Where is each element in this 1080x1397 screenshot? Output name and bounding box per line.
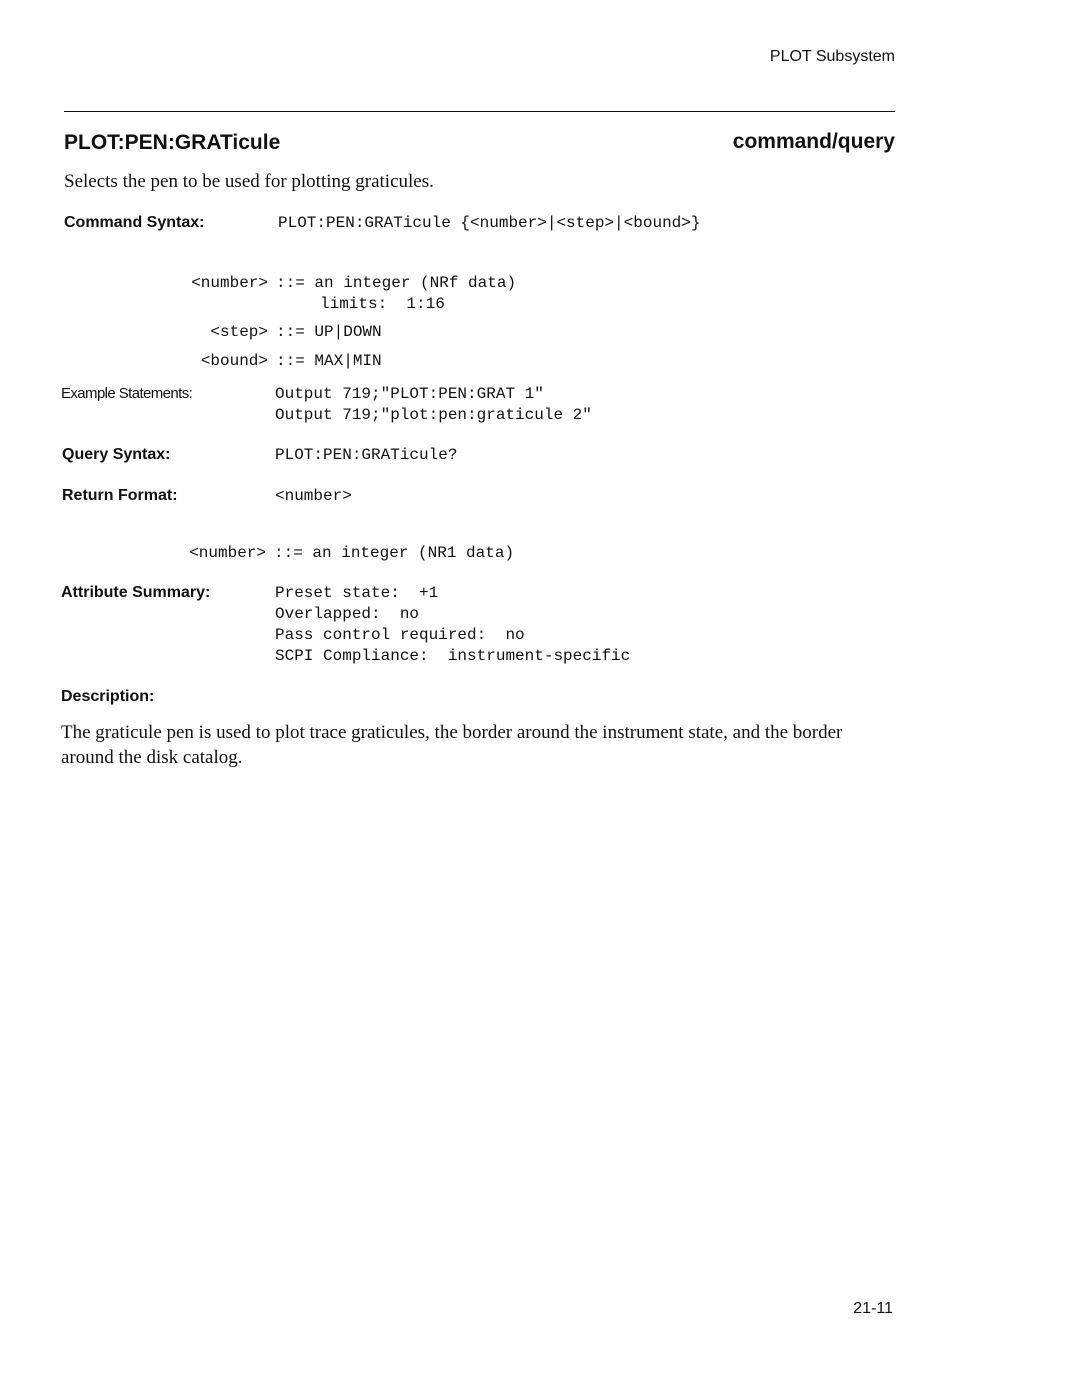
command-title: PLOT:PEN:GRATicule xyxy=(64,131,281,154)
definition-term: <number> xyxy=(189,544,266,562)
return-format-label: Return Format: xyxy=(62,487,178,504)
command-type: command/query xyxy=(732,130,895,153)
definition-term: <number> xyxy=(191,274,268,292)
page-number: 21-11 xyxy=(853,1300,893,1317)
example-statement: Output 719;"plot:pen:graticule 2" xyxy=(275,406,592,424)
running-head: PLOT Subsystem xyxy=(769,48,895,65)
attribute-line: SCPI Compliance: instrument-specific xyxy=(275,647,631,665)
lead-sentence: Selects the pen to be used for plotting graticules. xyxy=(64,171,434,192)
command-syntax-label: Command Syntax: xyxy=(64,214,205,231)
definition-text: limits: 1:16 xyxy=(320,295,445,313)
definition-term: <step> xyxy=(210,323,268,341)
definition-term: <bound> xyxy=(200,352,268,370)
definition-text: ::= an integer (NR1 data) xyxy=(274,544,515,562)
description-text: The graticule pen is used to plot trace graticules, the border around the instrument state, and the border around the disk catalog. xyxy=(61,722,843,768)
query-syntax-label: Query Syntax: xyxy=(62,446,171,463)
query-syntax-value: PLOT:PEN:GRATicule? xyxy=(275,446,458,464)
example-statements-label: Example Statements: xyxy=(61,385,193,402)
attribute-line: Preset state: +1 xyxy=(275,584,439,602)
command-syntax-value: PLOT:PEN:GRATicule {<number>|<step>|<bound>} xyxy=(278,214,701,232)
header-rule xyxy=(64,111,895,112)
attribute-line: Pass control required: no xyxy=(275,626,525,644)
definition-text: ::= an integer (NRf data) xyxy=(276,274,517,292)
attribute-line: Overlapped: no xyxy=(275,605,420,623)
attribute-summary-label: Attribute Summary: xyxy=(61,584,211,601)
example-statement: Output 719;"PLOT:PEN:GRAT 1" xyxy=(275,385,544,403)
description-label: Description: xyxy=(61,688,155,705)
return-format-value: <number> xyxy=(275,487,352,505)
definition-text: ::= MAX|MIN xyxy=(276,352,382,370)
definition-text: ::= UP|DOWN xyxy=(276,323,382,341)
